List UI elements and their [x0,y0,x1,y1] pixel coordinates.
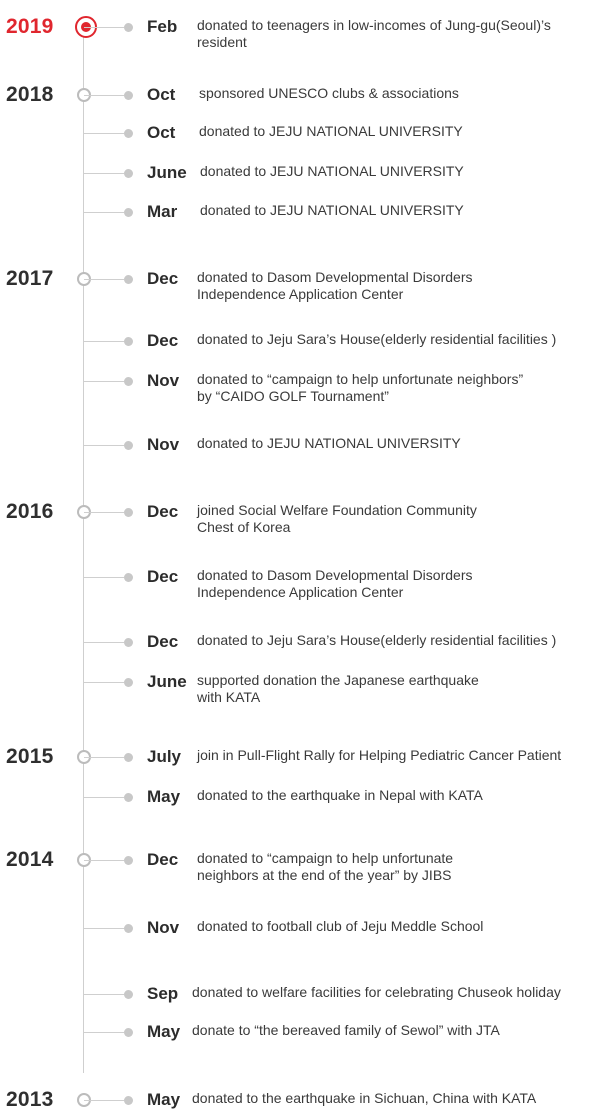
event-description: donated to JEJU NATIONAL UNIVERSITY [199,123,463,139]
event-connector [84,642,124,643]
event-dot-icon [124,1096,133,1105]
event-dot-icon [124,508,133,517]
event-connector [84,27,124,28]
event-month: May [147,1090,181,1109]
event-month: Dec [147,632,179,651]
event-connector [84,95,124,96]
event-month: Nov [147,371,180,390]
event-description: donated to Dasom Developmental Disorders Independence Application Center [197,269,473,302]
event-connector [84,1032,124,1033]
event-connector [84,279,124,280]
event-connector [84,994,124,995]
event-dot-icon [124,856,133,865]
event-dot-icon [124,990,133,999]
event-connector [84,577,124,578]
event-description: donated to JEJU NATIONAL UNIVERSITY [197,435,461,451]
year-label: 2014 [6,848,54,871]
event-connector [84,341,124,342]
year-label: 2013 [6,1088,54,1111]
event-month: June [147,672,187,691]
event-dot-icon [124,129,133,138]
event-dot-icon [124,337,133,346]
year-label: 2018 [6,83,54,106]
year-label: 2019 [6,15,54,38]
event-description: sponsored UNESCO clubs & associations [199,85,459,101]
event-month: July [147,747,182,766]
year-label: 2016 [6,500,54,523]
event-month: May [147,1022,181,1041]
event-month: Mar [147,202,178,221]
event-connector [84,445,124,446]
year-label: 2017 [6,267,54,290]
event-description: donated to the earthquake in Sichuan, China with KATA [192,1090,537,1106]
event-month: June [147,163,187,182]
event-month: Dec [147,269,179,288]
event-dot-icon [124,377,133,386]
event-description: donated to welfare facilities for celebrating Chuseok holiday [192,984,561,1000]
event-connector [84,173,124,174]
event-dot-icon [124,638,133,647]
event-connector [84,797,124,798]
event-month: Dec [147,850,179,869]
event-month: Dec [147,502,179,521]
event-dot-icon [124,573,133,582]
event-description: donated to the earthquake in Nepal with KATA [197,787,483,803]
event-month: Feb [147,17,178,36]
event-description: donated to teenagers in low-incomes of Jung-gu(Seoul)’s resident [197,17,551,50]
event-description: donated to Jeju Sara’s House(elderly residential facilities ) [197,331,557,347]
event-description: supported donation the Japanese earthquake with KATA [197,672,479,705]
event-description: donated to football club of Jeju Meddle School [197,918,484,934]
event-dot-icon [124,208,133,217]
event-connector [84,1100,124,1101]
event-month: Dec [147,567,179,586]
event-description: donated to Dasom Developmental Disorders Independence Application Center [197,567,473,600]
event-connector [84,381,124,382]
event-connector [84,512,124,513]
year-label: 2015 [6,745,54,768]
event-description: donated to JEJU NATIONAL UNIVERSITY [200,202,464,218]
event-month: Oct [147,85,176,104]
event-dot-icon [124,924,133,933]
event-month: Sep [147,984,179,1003]
event-month: May [147,787,181,806]
event-connector [84,133,124,134]
event-description: donate to “the bereaved family of Sewol” with JTA [192,1022,500,1038]
event-dot-icon [124,753,133,762]
event-connector [84,928,124,929]
event-month: Dec [147,331,179,350]
timeline-axis [83,28,84,1073]
event-dot-icon [124,275,133,284]
event-dot-icon [124,1028,133,1037]
event-dot-icon [124,678,133,687]
event-dot-icon [124,91,133,100]
event-description: donated to “campaign to help unfortunate neighbors at the end of the year” by JIBS [197,850,454,883]
event-description: join in Pull-Flight Rally for Helping Pediatric Cancer Patient [197,747,562,763]
event-month: Nov [147,918,180,937]
event-connector [84,860,124,861]
event-description: donated to “campaign to help unfortunate neighbors” by “CAIDO GOLF Tournament” [197,371,524,404]
event-description: donated to JEJU NATIONAL UNIVERSITY [200,163,464,179]
event-description: donated to Jeju Sara’s House(elderly residential facilities ) [197,632,557,648]
event-dot-icon [124,169,133,178]
event-dot-icon [124,441,133,450]
event-connector [84,212,124,213]
event-connector [84,757,124,758]
event-connector [84,682,124,683]
event-month: Nov [147,435,180,454]
event-dot-icon [124,23,133,32]
event-dot-icon [124,793,133,802]
event-description: joined Social Welfare Foundation Community Chest of Korea [197,502,477,535]
event-month: Oct [147,123,176,142]
